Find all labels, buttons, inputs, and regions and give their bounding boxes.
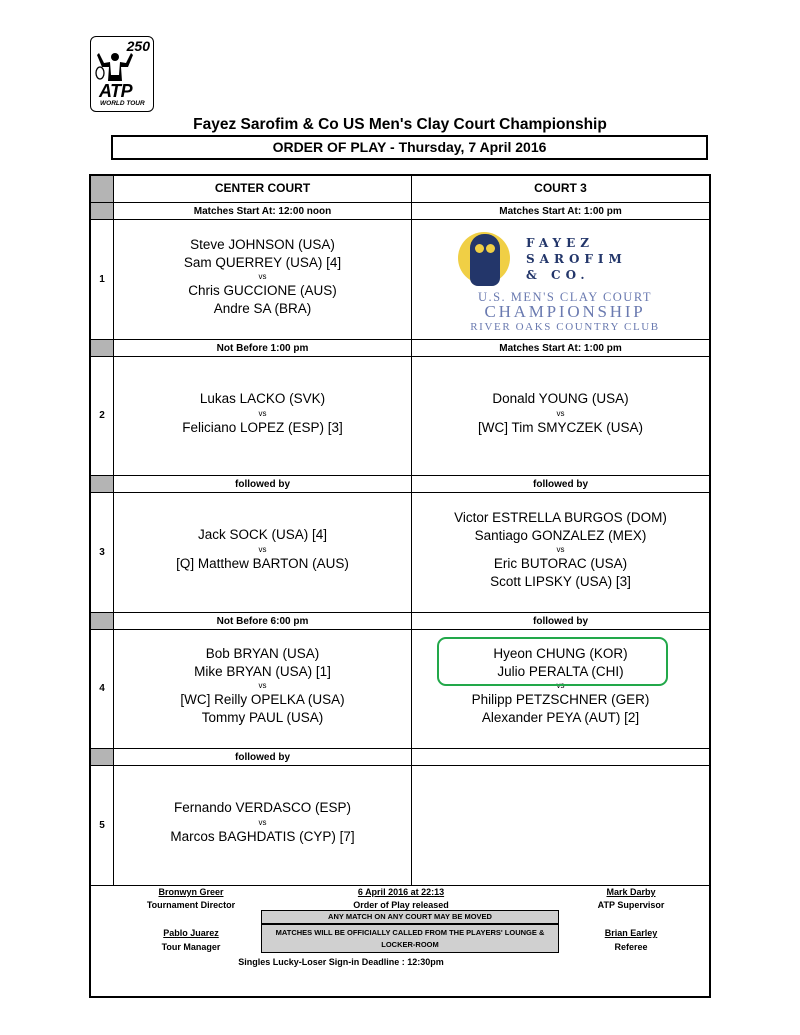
row-4-center-start: Not Before 6:00 pm [216,616,309,627]
player: Scott LIPSKY (USA) [3] [490,573,631,589]
referee-name: Brian Earley [604,928,658,938]
player: Eric BUTORAC (USA) [493,556,628,571]
atp-supervisor-name: Mark Darby [606,887,656,897]
row-3-sub-cell [91,476,113,492]
referee-role: Referee [614,942,648,952]
player: Hyeon CHUNG (KOR) [493,646,628,661]
vs-label: vs [556,408,565,418]
player: Andre SA (BRA) [213,300,312,316]
row-number: 1 [99,274,105,285]
tournament-director-name: Bronwyn Greer [158,887,224,897]
fayez-sarofim-sponsor-logo [450,226,680,334]
owl-icon [470,234,500,286]
player: Steve JOHNSON (USA) [190,237,335,252]
player: Philipp PETZSCHNER (GER) [471,692,650,707]
row-number: 2 [99,410,105,421]
player: Donald YOUNG (USA) [492,391,629,406]
tour-manager-role: Tour Manager [161,942,221,952]
vs-label: vs [556,681,565,690]
sponsor-event-line: U.S. MEN'S CLAY COURT [477,290,653,304]
player: Tommy PAUL (USA) [201,709,324,725]
row-4-court3-start: followed by [533,616,588,627]
row-number: 3 [99,547,105,558]
tour-manager-name: Pablo Juarez [163,928,219,938]
match-row-5-center [114,799,411,845]
match-row-4-center [114,645,411,726]
notice-matches-called: MATCHES WILL BE OFFICIALLY CALLED FROM THE PLAYERS' LOUNGE & LOCKER-ROOM [261,924,559,953]
atp-250-logo [90,36,154,112]
vs-label: vs [258,544,267,554]
player: Santiago GONZALEZ (MEX) [474,527,647,543]
sponsor-name-line: FAYEZ [526,236,595,250]
logo-250: 250 [126,38,150,54]
player: Julio PERALTA (CHI) [497,663,624,679]
sponsor-venue-line: RIVER OAKS COUNTRY CLUB [470,321,660,333]
row-4-sub-cell [91,613,113,629]
row-3-court3-start: followed by [533,479,588,490]
header-corner-cell [91,176,113,202]
player: Marcos BAGHDATIS (CYP) [7] [170,828,355,844]
court-3-header: COURT 3 [534,181,587,195]
tournament-director-role: Tournament Director [146,900,236,910]
row-2-center-start: Not Before 1:00 pm [216,343,309,354]
match-row-3-center [114,526,411,572]
player: Victor ESTRELLA BURGOS (DOM) [454,510,667,525]
player: Lukas LACKO (SVK) [199,391,326,406]
release-datetime: 6 April 2016 at 22:13 [357,887,445,897]
vs-label: vs [556,545,565,554]
player: Alexander PEYA (AUT) [2] [481,709,640,725]
sponsor-name-line: SAROFIM [526,252,627,266]
player: Feliciano LOPEZ (ESP) [3] [182,419,343,435]
row-1-court3-start: Matches Start At: 1:00 pm [499,206,622,217]
release-label: Order of Play released [353,900,449,910]
player: [Q] Matthew BARTON (AUS) [176,555,349,571]
match-row-3-court3 [412,509,709,590]
row-3-center-start: followed by [235,479,290,490]
sponsor-name-line: & CO. [526,268,590,282]
player-silhouette-icon [95,51,135,83]
row-5-sub-cell [91,749,113,765]
tournament-title: Fayez Sarofim & Co US Men's Clay Court Championship [193,116,607,133]
row-1-sub-cell [91,203,113,219]
player: Mike BRYAN (USA) [1] [194,663,331,679]
player: [WC] Reilly OPELKA (USA) [180,692,345,707]
match-row-1-center [114,236,411,317]
row-2-court3-start: Matches Start At: 1:00 pm [499,343,622,354]
player: [WC] Tim SMYCZEK (USA) [478,419,643,435]
row-5-center-start: followed by [235,752,290,763]
vs-label: vs [258,408,267,418]
vs-label: vs [258,272,267,281]
notice-match-moved: ANY MATCH ON ANY COURT MAY BE MOVED [261,910,559,924]
player: Fernando VERDASCO (ESP) [173,800,352,815]
player: Jack SOCK (USA) [4] [197,527,328,542]
row-1-center-start: Matches Start At: 12:00 noon [193,206,332,217]
match-row-2-court3 [412,390,709,436]
row-number: 4 [99,683,105,694]
center-court-header: CENTER COURT [214,181,311,195]
highlight-box [437,637,668,686]
vs-label: vs [258,817,267,827]
row-number: 5 [99,820,105,831]
sponsor-event-line: CHAMPIONSHIP [484,302,646,321]
vs-label: vs [258,681,267,690]
order-of-play-heading: ORDER OF PLAY - Thursday, 7 April 2016 [111,135,708,160]
logo-atp: ATP [99,81,133,101]
lucky-loser-deadline: Singles Lucky-Loser Sign-in Deadline : 12:30pm [238,957,444,967]
player: Chris GUCCIONE (AUS) [188,283,337,298]
player: Bob BRYAN (USA) [205,646,320,661]
atp-supervisor-role: ATP Supervisor [597,900,665,910]
player: Sam QUERREY (USA) [4] [183,254,342,270]
logo-world-tour: WORLD TOUR [100,100,145,107]
row-2-sub-cell [91,340,113,356]
match-row-2-center [114,390,411,436]
